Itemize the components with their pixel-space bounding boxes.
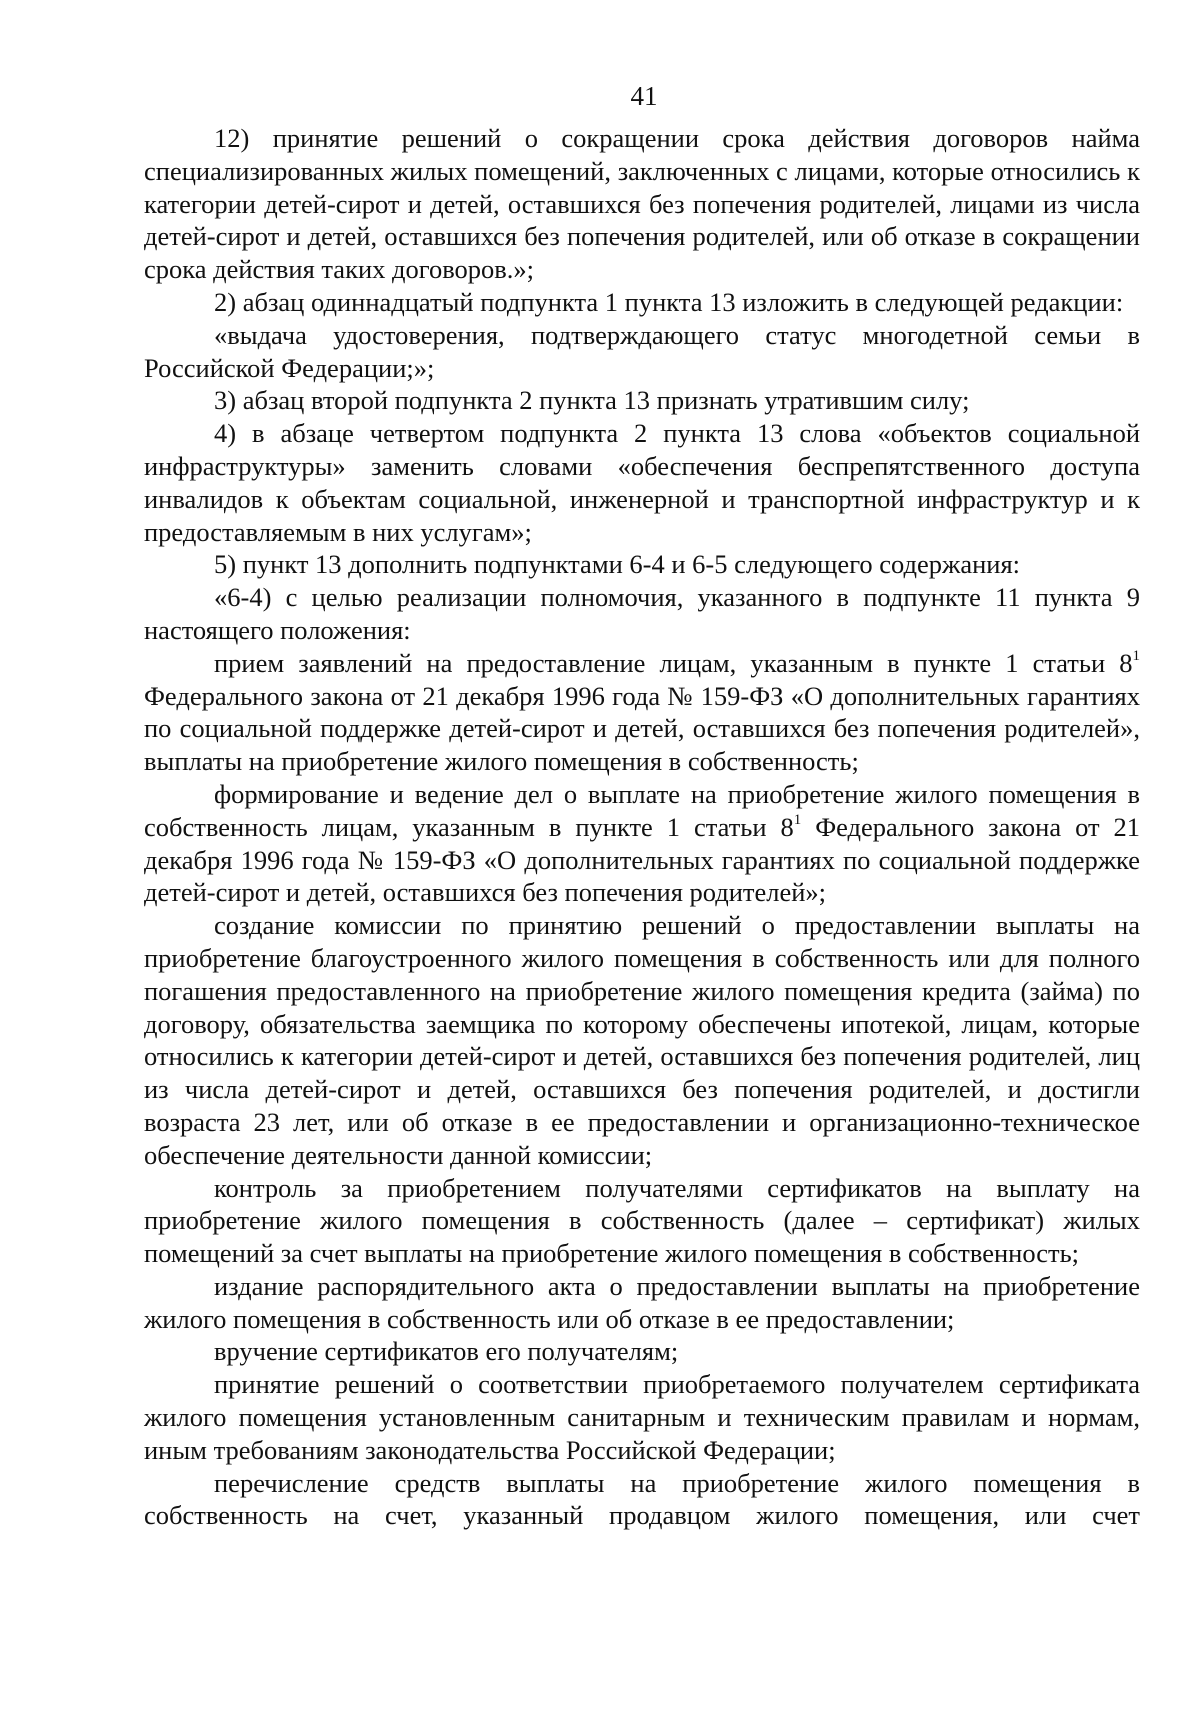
paragraph-item-12: 12) принятие решений о сокращении срока действия договоров найма специализированных жилых помещений, заключенных с лицами, которые относились к категории детей-сирот и детей, оставшихся без попечения родителей, лицами из числа детей-сирот и детей, оставшихся без попечения родителей, или об отказе в сокращении срока действия таких договоров.»; [144,123,1140,285]
paragraph-item-2-quote: «выдача удостоверения, подтверждающего статус многодетной семьи в Российской Федерации;»; [144,319,1140,383]
paragraph-priem-before: прием заявлений на предоставление лицам, указанным в пункте 1 статьи 8 [214,647,1133,678]
superscript: 1 [1132,647,1140,664]
paragraph-izdanie: издание распорядительного акта о предоставлении выплаты на приобретение жилого помещения в собственность или об отказе в ее предоставлении; [144,1270,1140,1334]
document-body [144,122,1140,1532]
page-number: 41 [630,81,658,111]
paragraph-formirovanie-before: формирование и ведение дел о выплате на приобретение жилого помещения в собственность лицам, указанным в пункте 1 статьи 8 [144,778,1140,842]
paragraph-formirovanie-after: Федерального закона от 21 декабря 1996 года № 159-ФЗ «О дополнительных гарантиях по социальной поддержке детей-сирот и детей, оставшихся без попечения родителей»; [144,811,1140,908]
paragraph-formirovanie [144,778,1140,909]
paragraph-priem [144,647,1140,778]
paragraph-item-5: 5) пункт 13 дополнить подпунктами 6-4 и 6-5 следующего содержания: [214,549,1021,580]
paragraph-vruchenie: вручение сертификатов его получателям; [214,1336,679,1367]
paragraph-komissiya: создание комиссии по принятию решений о предоставлении выплаты на приобретение благоустроенного жилого помещения в собственность или для полного погашения предоставленного на приобретение жилого помещения кредита (займа) по договору, обязательства заемщика по которому обеспечены ипотекой, лицам, которые относились к категории детей-сирот и детей, оставшихся без попечения родителей, лиц из числа детей-сирот и детей, оставшихся без попечения родителей, и достигли возраста 23 лет, или об отказе в ее предоставлении и организационно-техническое обеспечение деятельности данной комиссии; [144,910,1140,1170]
paragraph-prinyatie: принятие решений о соответствии приобретаемого получателем сертификата жилого помещения установленным санитарным и техническим правилам и нормам, иным требованиям законодательства Российской Федерации; [144,1369,1140,1465]
paragraph-item-6-4: «6-4) с целью реализации полномочия, указанного в подпункте 11 пункта 9 настоящего положения: [144,582,1140,645]
paragraph-priem-after: Федерального закона от 21 декабря 1996 года № 159-ФЗ «О дополнительных гарантиях по социальной поддержке детей-сирот и детей, оставшихся без попечения родителей», выплаты на приобретение жилого помещения в собственность; [144,680,1140,777]
superscript: 1 [793,811,802,828]
paragraph-perechislenie: перечисление средств выплаты на приобретение жилого помещения в собственность на счет, указанный продавцом жилого помещения, или счет [144,1467,1140,1531]
paragraph-item-3: 3) абзац второй подпункта 2 пункта 13 признать утратившим силу; [214,385,970,416]
paragraph-kontrol: контроль за приобретением получателями сертификатов на выплату на приобретение жилого помещения в собственность (далее – сертификат) жилых помещений за счет выплаты на приобретение жилого помещения в собственность; [144,1172,1140,1269]
paragraph-item-4: 4) в абзаце четвертом подпункта 2 пункта 13 слова «объектов социальной инфраструктуры» заменить словами «обеспечения беспрепятственного доступа инвалидов к объектам социальной, инженерной и транспортной инфраструктур и к предоставляемым в них услугам»; [144,418,1140,547]
paragraph-item-2: 2) абзац одиннадцатый подпункта 1 пункта 13 изложить в следующей редакции: [214,286,1124,317]
